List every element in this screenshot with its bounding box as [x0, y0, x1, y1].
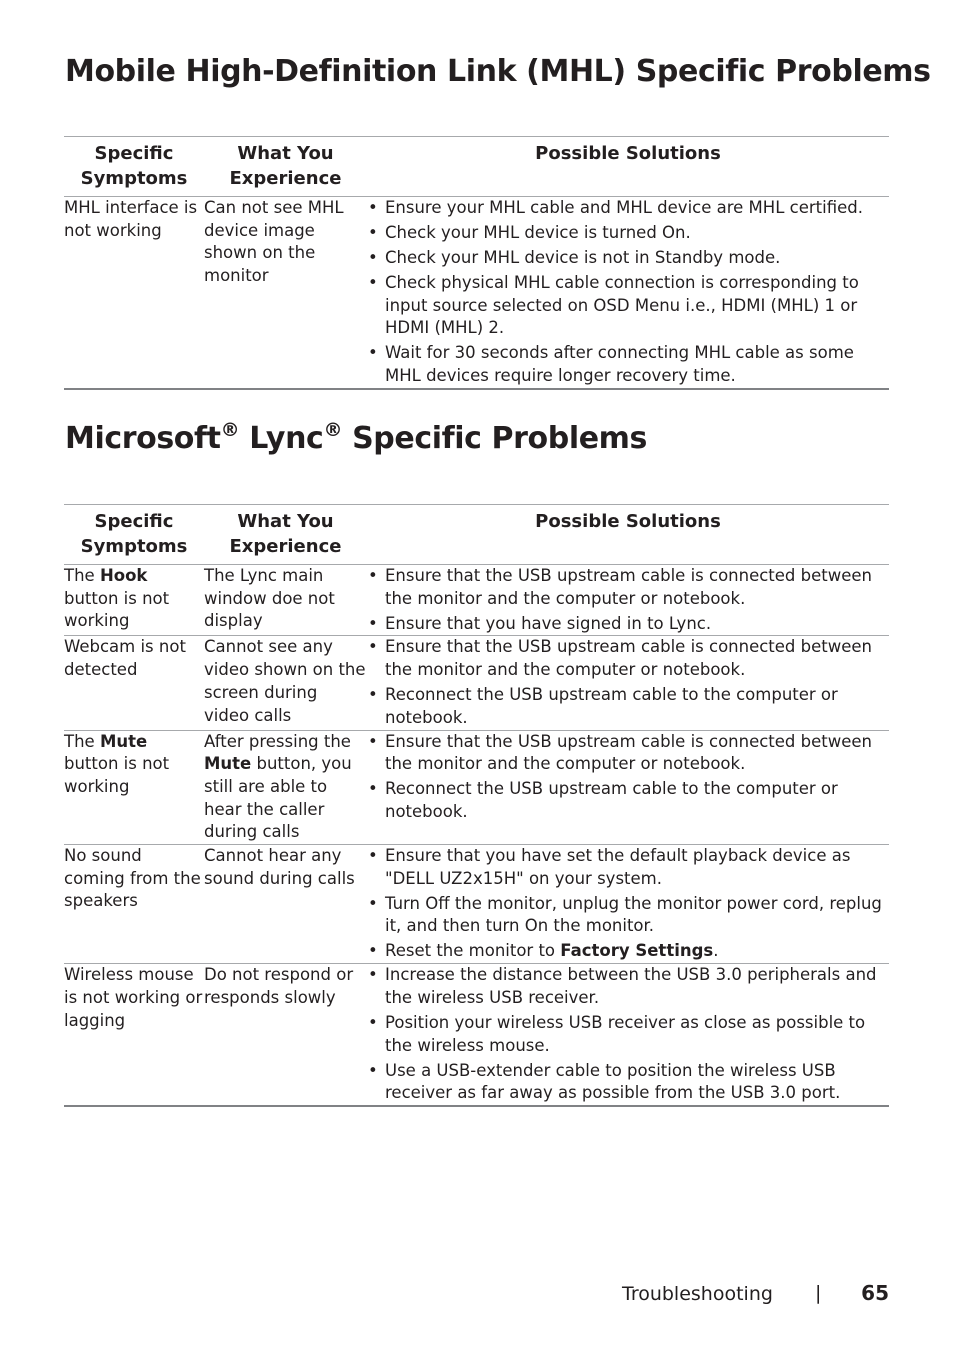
footer-section-name: Troubleshooting [622, 1283, 773, 1305]
solution-item: • Check your MHL device is turned On. [367, 222, 889, 245]
solution-item: • Check your MHL device is not in Standby mode. [367, 247, 889, 270]
header-experience: What You Experience [204, 137, 367, 197]
registered-mark: ® [323, 419, 343, 441]
header-solutions: Possible Solutions [367, 137, 889, 197]
solution-item: • Ensure your MHL cable and MHL device are MHL certified. [367, 197, 889, 220]
table-row [64, 197, 889, 389]
table-row [64, 845, 889, 964]
solution-item: • Ensure that you have set the default playback device as "DELL UZ2x15H" on your system. [367, 845, 889, 890]
lync-section-title: Microsoft® Lync® Specific Problems [65, 419, 647, 456]
solution-item: • Reconnect the USB upstream cable to the computer or notebook. [367, 778, 889, 823]
solution-item: • Position your wireless USB receiver as close as possible to the wireless mouse. [367, 1012, 889, 1057]
mhl-section-title: Mobile High-Definition Link (MHL) Specific Problems [65, 54, 931, 89]
solutions-list [367, 565, 889, 635]
page-number: 65 [861, 1281, 889, 1305]
lync-problems-table [64, 504, 889, 1107]
solutions-list [367, 636, 889, 729]
symptom-cell: No sound coming from the speakers [64, 845, 204, 964]
experience-cell: After pressing the Mute button, you still are able to hear the caller during calls [204, 730, 367, 845]
table-row [64, 636, 889, 730]
solutions-cell [367, 730, 889, 845]
solution-item: • Turn Off the monitor, unplug the monitor power cord, replug it, and then turn On the monitor. [367, 893, 889, 938]
header-experience: What You Experience [204, 505, 367, 565]
solutions-cell [367, 964, 889, 1106]
header-solutions: Possible Solutions [367, 505, 889, 565]
solution-item: • Wait for 30 seconds after connecting MHL cable as some MHL devices require longer recovery time. [367, 342, 889, 387]
symptom-cell: Webcam is not detected [64, 636, 204, 730]
registered-mark: ® [220, 419, 240, 441]
solutions-cell [367, 565, 889, 636]
experience-cell: Cannot see any video shown on the screen during video calls [204, 636, 367, 730]
solutions-cell [367, 636, 889, 730]
solutions-list [367, 964, 889, 1105]
table-row [64, 565, 889, 636]
header-symptoms: Specific Symptoms [64, 505, 204, 565]
solutions-cell [367, 845, 889, 964]
table-header-row [64, 137, 889, 197]
solution-item: • Use a USB-extender cable to position the wireless USB receiver as far away as possible from the USB 3.0 port. [367, 1060, 889, 1105]
solution-item: • Ensure that you have signed in to Lync. [367, 613, 889, 636]
mhl-problems-table [64, 136, 889, 390]
solution-item: • Ensure that the USB upstream cable is connected between the monitor and the computer or notebook. [367, 636, 889, 681]
solution-item: • Reset the monitor to Factory Settings. [367, 940, 889, 963]
solutions-list [367, 197, 889, 388]
solutions-cell [367, 197, 889, 389]
page-footer [600, 1280, 889, 1308]
header-symptoms: Specific Symptoms [64, 137, 204, 197]
table-row [64, 730, 889, 845]
experience-cell: Cannot hear any sound during calls [204, 845, 367, 964]
symptom-cell: MHL interface is not working [64, 197, 204, 389]
experience-cell: Do not respond or responds slowly [204, 964, 367, 1106]
solution-item: • Increase the distance between the USB 3.0 peripherals and the wireless USB receiver. [367, 964, 889, 1009]
symptom-cell: The Mute button is not working [64, 730, 204, 845]
solution-item: • Check physical MHL cable connection is corresponding to input source selected on OSD Menu i.e., HDMI (MHL) 1 or HDMI (MHL) 2. [367, 272, 889, 340]
solution-item: • Ensure that the USB upstream cable is connected between the monitor and the computer or notebook. [367, 731, 889, 776]
table-header-row [64, 505, 889, 565]
experience-cell: Can not see MHL device image shown on the monitor [204, 197, 367, 389]
solution-item: • Ensure that the USB upstream cable is connected between the monitor and the computer or notebook. [367, 565, 889, 610]
symptom-cell: Wireless mouse is not working or lagging [64, 964, 204, 1106]
solutions-list [367, 731, 889, 824]
solutions-list [367, 845, 889, 963]
experience-cell: The Lync main window doe not display [204, 565, 367, 636]
footer-separator: | [815, 1282, 822, 1304]
symptom-cell: The Hook button is not working [64, 565, 204, 636]
solution-item: • Reconnect the USB upstream cable to the computer or notebook. [367, 684, 889, 729]
table-row [64, 964, 889, 1106]
